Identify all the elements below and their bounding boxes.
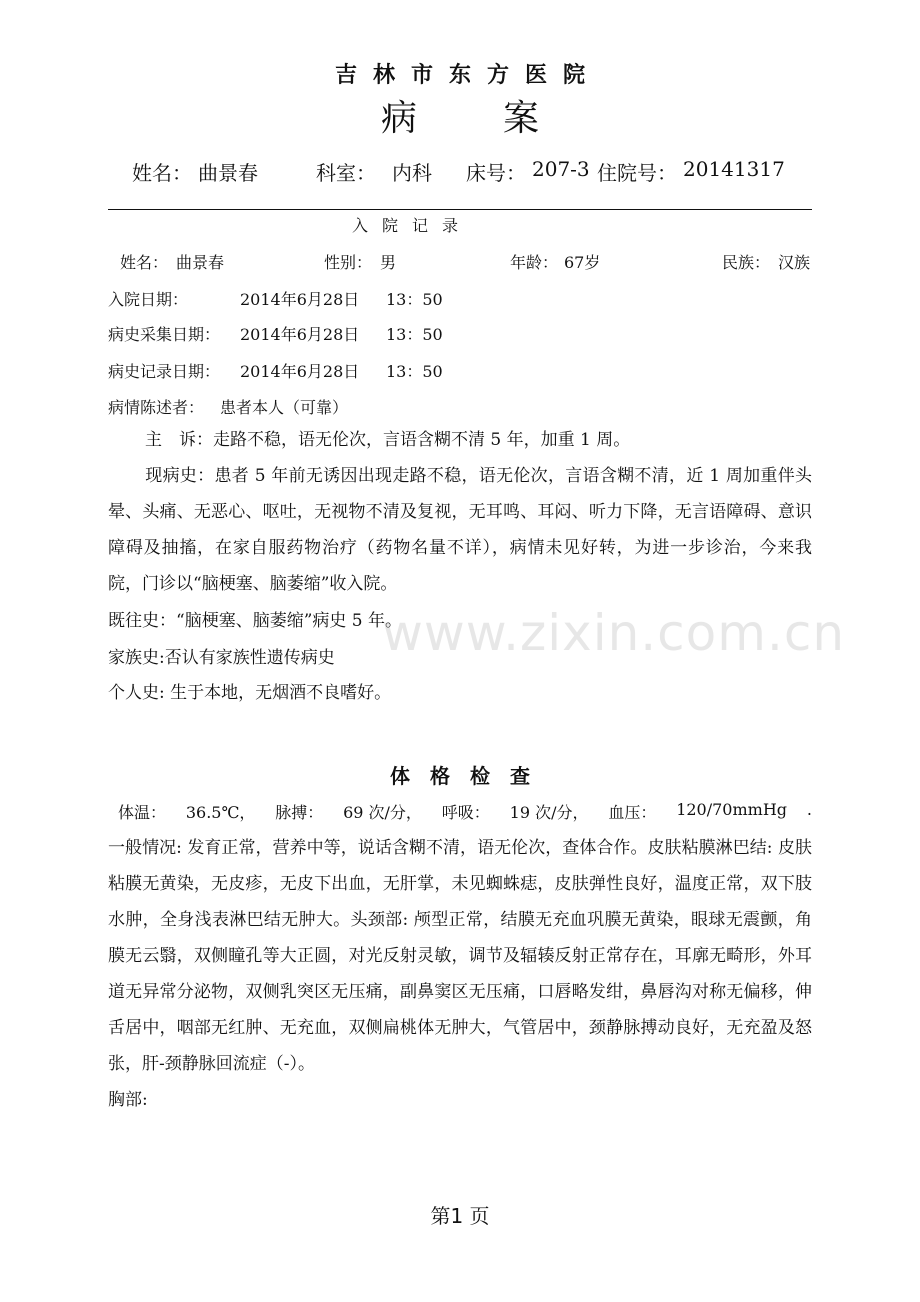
history-collect-label: 病史采集日期： (108, 325, 221, 344)
gender-label: 性别： (324, 253, 373, 272)
header-admission-no-label: 住院号： (597, 161, 677, 185)
personal-history-text: 生于本地，无烟酒不良嗜好。 (164, 683, 392, 703)
general-exam (108, 830, 812, 1082)
ethnicity-value: 汉族 (778, 253, 811, 272)
age-value: 67岁 (564, 253, 601, 272)
header-name: 曲景春 (198, 161, 258, 185)
header-divider (108, 209, 812, 210)
past-history-label: 既往史： (108, 611, 176, 631)
vital-bp-label: 血压： (608, 803, 657, 822)
personal-history-label: 个人史: (108, 683, 165, 703)
admission-section-title: 入院记录 (352, 216, 473, 235)
vital-bp-value: 120/70mmHg (676, 800, 788, 819)
general-exam-text: 发育正常，营养中等，说话含糊不清，语无伦次，查体合作。皮肤粘膜淋巴结: 皮肤粘膜无黄染，无皮疹，无皮下出血，无肝掌，未见蜘蛛痣，皮肤弹性良好，温度正常，双下肢水肿，全身浅表淋巴结无肿大。头颈部: 颅型正常，结膜无充血巩膜无黄染，眼球无震颤，角膜无云翳，双侧瞳孔等大正圆，对光反射灵敏，调节及辐辏反射正常存在，耳廓无畸形，外耳道无异常分泌物，双侧乳突区无压痛，副鼻窦区无压痛，口唇略发绀，鼻唇沟对称无偏移，伸舌居中，咽部无红肿、无充血，双侧扁桃体无肿大，气管居中，颈静脉搏动良好，无充盈及怒张，肝-颈静脉回流症（-）。 (108, 838, 812, 1074)
chief-complaint (108, 422, 812, 458)
personal-history (108, 675, 812, 711)
family-history-text: 否认有家族性遗传病史 (164, 648, 335, 668)
chief-complaint-label: 主 诉： (145, 430, 213, 450)
admit-date-label: 入院日期： (108, 290, 189, 309)
page-number: 第1 页 (430, 1204, 490, 1228)
vital-pulse-value: 69 次/分， (343, 803, 422, 822)
present-illness (108, 458, 812, 602)
header-admission-no: 20141317 (683, 157, 785, 181)
ethnicity-label: 民族： (722, 253, 771, 272)
history-collect-time: 13：50 (386, 325, 443, 344)
vital-pulse-label: 脉搏： (275, 803, 324, 822)
history-collect-date: 2014年6月28日 (240, 325, 360, 344)
narrator-value: 患者本人（可靠） (220, 398, 349, 417)
admit-time-value: 13：50 (386, 290, 443, 309)
vital-temp-value: 36.5℃， (185, 803, 256, 822)
general-exam-label: 一般情况: (108, 838, 182, 858)
narrator-label: 病情陈述者： (108, 398, 205, 417)
present-illness-text: 患者 5 年前无诱因出现走路不稳，语无伦次，言语含糊不清，近 1 周加重伴头晕、头痛、无恶心、呕吐，无视物不清及复视，无耳鸣、耳闷、听力下降，无言语障碍、意识障碍及抽搐，在家自服药物治疗（药物名量不详），病情未见好转，为进一步诊治，今来我院，门诊以“脑梗塞、脑萎缩”收入院。 (108, 466, 812, 594)
header-dept-label: 科室： (316, 161, 376, 185)
vital-signs (118, 800, 812, 823)
age-label: 年龄： (510, 253, 559, 272)
gender-value: 男 (380, 253, 397, 272)
vital-resp-value: 19 次/分， (509, 803, 589, 822)
vital-resp-label: 呼吸： (441, 803, 490, 822)
name-value: 曲景春 (176, 253, 225, 272)
history-record-time: 13：50 (386, 362, 443, 381)
history-record-label: 病史记录日期： (108, 362, 221, 381)
hospital-name: 吉林市东方医院 (334, 63, 601, 88)
header-name-label: 姓名： (132, 161, 192, 185)
admit-date-value: 2014年6月28日 (240, 290, 360, 309)
present-illness-label: 现病史： (145, 466, 215, 486)
document-title: 病案 (380, 98, 625, 139)
watermark: www.zixin.com.cn (382, 604, 846, 662)
header-dept: 内科 (392, 161, 432, 185)
chest-exam-label: 胸部: (108, 1090, 148, 1110)
vital-trailing-mark: . (806, 800, 812, 819)
family-history-label: 家族史: (108, 648, 165, 668)
chief-complaint-text: 走路不稳，语无伦次，言语含糊不清 5 年，加重 1 周。 (213, 430, 631, 450)
header-bed: 207-3 (532, 157, 590, 181)
header-bed-label: 床号： (466, 161, 526, 185)
exam-section-title: 体格检查 (390, 764, 550, 788)
name-label: 姓名： (120, 253, 169, 272)
vital-temp-label: 体温： (118, 803, 167, 822)
history-record-date: 2014年6月28日 (240, 362, 360, 381)
chest-exam (108, 1082, 812, 1118)
past-history-text: “脑梗塞、脑萎缩”病史 5 年。 (176, 611, 403, 631)
